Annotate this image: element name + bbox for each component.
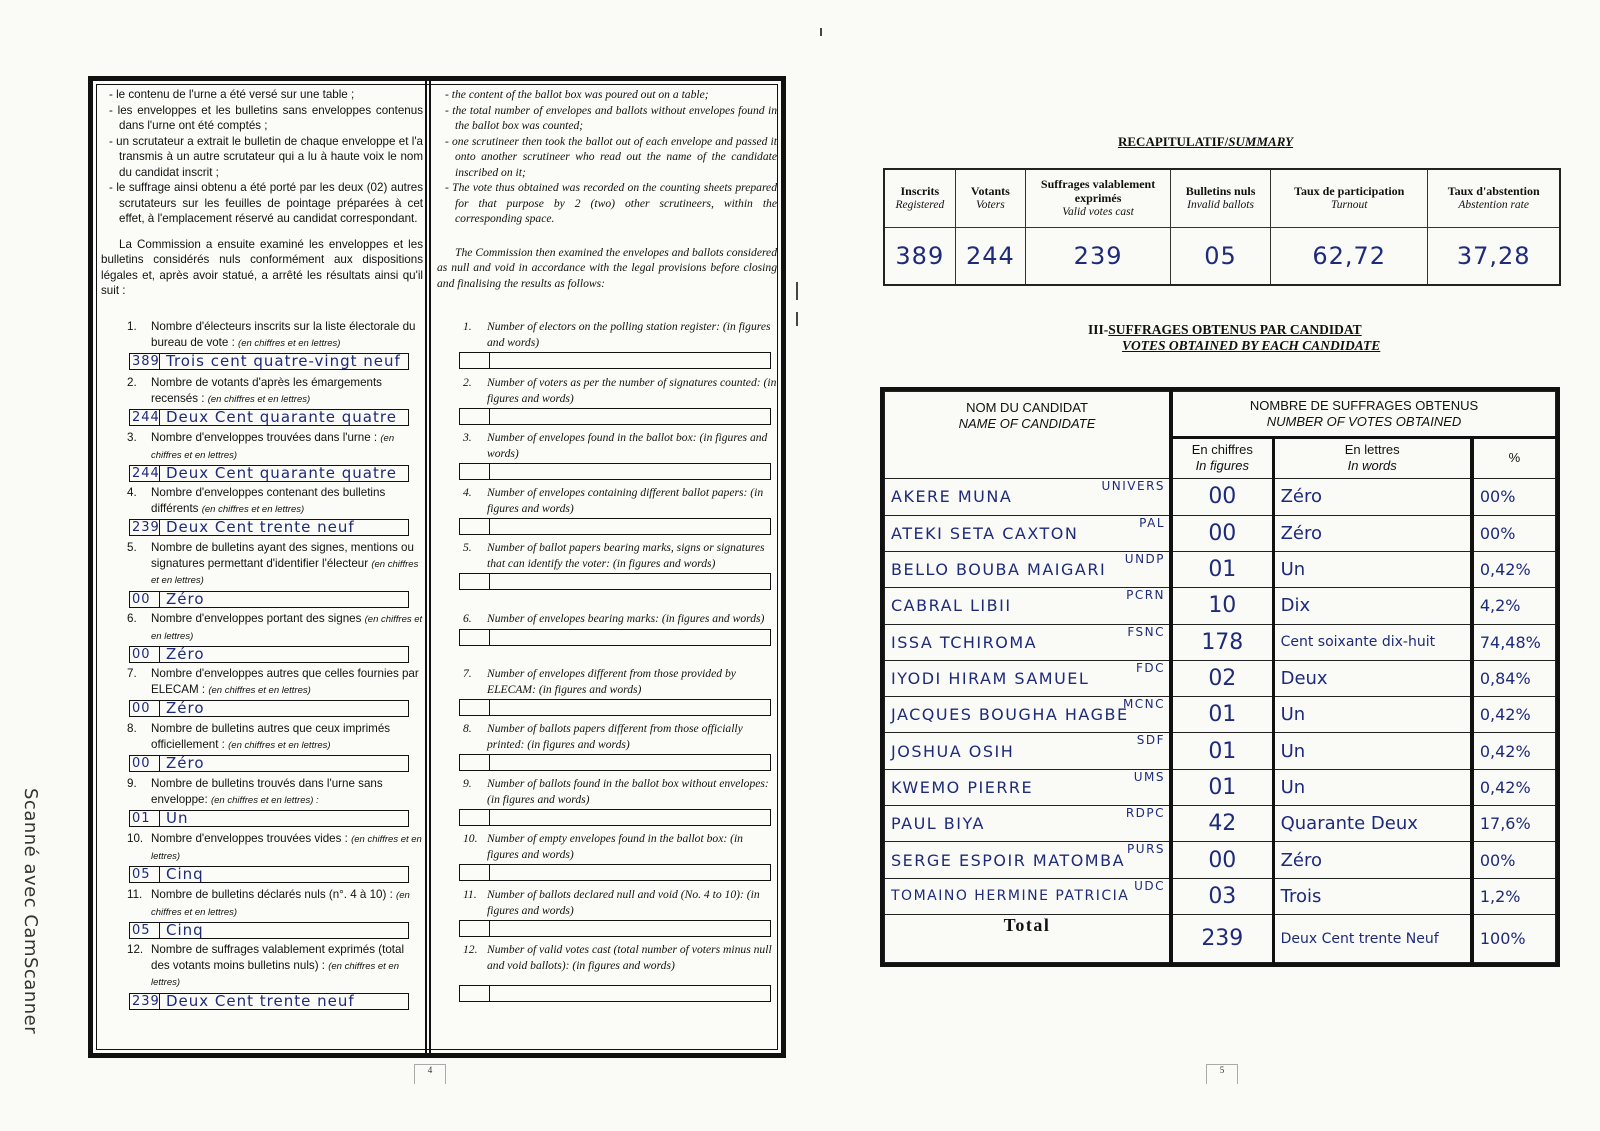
item-number: 6. [463, 612, 472, 625]
answer-figure: 389 [132, 354, 160, 369]
candidate-row [885, 878, 1556, 914]
candidate-name[interactable]: SERGE ESPOIR MATOMBA PURS [885, 842, 1172, 878]
item-question: Number of envelopes found in the ballot box: (in figures and words) [487, 431, 768, 460]
percent-header: % [1472, 437, 1556, 479]
fr-item-10 [101, 831, 423, 883]
answer-words: Cinq [166, 865, 204, 883]
item-hint: (en chiffres et en lettres) [207, 393, 311, 405]
answer-figure: 01 [130, 811, 160, 826]
en-bullet: - The vote thus obtained was recorded on the counting sheets prepared for that purpose by 2 (two) other scrutineers, within the corresponding space. [445, 181, 777, 225]
votes-words[interactable]: Deux [1273, 660, 1472, 696]
answer-words: Cinq [166, 921, 204, 939]
answer-figure: 00 [130, 592, 160, 607]
item-question: Number of envelopes different from those provided by ELECAM: (in figures and words) [487, 667, 736, 696]
en-item-2 [437, 375, 777, 425]
item-number: 5. [127, 541, 137, 554]
item-question: Number of valid votes cast (total number of voters minus null and void ballots): (in figures and words) [487, 943, 772, 972]
item-number: 1. [127, 320, 137, 333]
en-item-4 [437, 485, 777, 535]
answer-figure [460, 755, 490, 770]
answer-figure [460, 921, 490, 936]
votes-figure[interactable]: 42 [1171, 806, 1273, 842]
votes-percent[interactable]: 1,2% [1472, 878, 1556, 914]
summary-registered-value[interactable]: 389 [884, 227, 955, 285]
total-percent[interactable]: 100% [1472, 915, 1556, 963]
left-page-form [88, 76, 786, 1058]
item-number: 6. [127, 612, 137, 625]
en-item-6 [437, 611, 777, 646]
fr-bullet: - le contenu de l'urne a été versé sur une table ; [109, 88, 355, 101]
votes-percent[interactable]: 17,6% [1472, 806, 1556, 842]
summary-abstention-value[interactable]: 37,28 [1428, 227, 1560, 285]
candidate-row [885, 697, 1556, 733]
votes-words[interactable]: Cent soixante dix-huit [1273, 624, 1472, 660]
item-question: Number of envelopes containing different ballot papers: (in figures and words) [487, 486, 764, 515]
candidate-name[interactable]: BELLO BOUBA MAIGARI UNDP [885, 551, 1172, 587]
summary-header: Taux d'abstention Abstention rate [1428, 169, 1560, 227]
fr-item-3 [101, 430, 423, 482]
party-label: UNDP [1124, 551, 1166, 566]
item-hint: (en chiffres et en lettres) [151, 960, 399, 988]
item-hint: (en chiffres et en lettres) [151, 558, 419, 586]
answer-figure: 239 [132, 993, 160, 1009]
answer-words: Deux Cent trente neuf [166, 991, 355, 1010]
candidate-name[interactable]: TOMAINO HERMINE PATRICIA UDC [885, 878, 1172, 914]
answer-words: Deux Cent quarante quatre [166, 464, 397, 482]
item-number: 9. [127, 777, 137, 790]
candidate-name[interactable]: KWEMO PIERRE UMS [885, 769, 1172, 805]
camscanner-watermark: Scanné avec CamScanner [20, 788, 41, 1035]
candidate-name[interactable]: JACQUES BOUGHA HAGBE MCNC [885, 697, 1172, 733]
en-item-12 [437, 942, 777, 1002]
answer-field[interactable] [129, 465, 409, 482]
votes-percent[interactable]: 00% [1472, 842, 1556, 878]
votes-figure[interactable]: 00 [1171, 515, 1273, 551]
votes-percent[interactable]: 0,42% [1472, 697, 1556, 733]
votes-words[interactable]: Un [1273, 551, 1472, 587]
answer-field[interactable] [459, 699, 771, 716]
answer-words: Zéro [166, 645, 205, 663]
party-label: UNIVERS [1101, 479, 1166, 494]
item-question: Number of electors on the polling station register: (in figures and words) [487, 320, 771, 349]
party-label: FSNC [1127, 624, 1166, 639]
votes-figure[interactable]: 03 [1171, 878, 1273, 914]
summary-header: Taux de participation Turnout [1271, 169, 1428, 227]
votes-words[interactable]: Zéro [1273, 479, 1472, 515]
scan-mark [796, 312, 798, 326]
item-number: 5. [463, 541, 472, 554]
en-item-3 [437, 430, 777, 480]
item-question: Number of ballots declared null and void (No. 4 to 10): (in figures and words) [487, 888, 760, 917]
item-number: 11. [463, 888, 477, 901]
words-header: En lettres In words [1273, 437, 1472, 479]
fr-item-12 [101, 942, 423, 1010]
candidate-row [885, 769, 1556, 805]
answer-words: Un [166, 809, 189, 827]
fr-paragraph: La Commission a ensuite examiné les enveloppes et les bulletins considérés nuls conformément aux dispositions légales et, après avoir statué, a arrêté les résultats ainsi qu'il suit : [101, 237, 423, 297]
party-label: RDPC [1125, 806, 1166, 821]
en-paragraph: The Commission then examined the envelopes and ballots considered as null and void in accordance with the legal provisions before closing and finalising the results as follows: [437, 245, 777, 290]
item-question: Nombre d'enveloppes contenant des bulletins différents [151, 486, 386, 515]
summary-header: Votants Voters [955, 169, 1025, 227]
summary-title [1118, 134, 1293, 150]
answer-field[interactable] [129, 519, 409, 536]
item-number: 10. [127, 832, 144, 845]
summary-table [883, 168, 1561, 286]
item-hint: (en chiffres et en lettres) [151, 433, 395, 461]
summary-voters-value[interactable]: 244 [955, 227, 1025, 285]
fr-bullet: - le suffrage ainsi obtenu a été porté par les deux (02) autres scrutateurs sur les feuilles de pointage préparées à cet effet, à l'emplacement réservé au candidat correspondant. [109, 181, 423, 225]
item-question: Nombre d'enveloppes portant des signes [151, 612, 362, 625]
votes-words[interactable]: Un [1273, 769, 1472, 805]
fr-item-4 [101, 485, 423, 536]
answer-field[interactable] [129, 646, 409, 663]
answer-field[interactable] [459, 629, 771, 646]
answer-figure: 239 [132, 520, 160, 535]
answer-field[interactable] [459, 408, 771, 425]
answer-figure: 244 [132, 410, 160, 425]
item-question: Number of ballot papers bearing marks, signs or signatures that can identify the voter: (in figures and words) [487, 541, 765, 570]
votes-words[interactable]: Un [1273, 733, 1472, 769]
answer-figure: 00 [130, 647, 160, 662]
answer-figure [460, 865, 490, 880]
en-item-5 [437, 540, 777, 590]
answer-field[interactable] [459, 864, 771, 881]
item-question: Number of empty envelopes found in the ballot box: (in figures and words) [487, 832, 743, 861]
en-item-1 [437, 319, 777, 369]
answer-figure [460, 409, 490, 424]
item-hint: (en chiffres et en lettres) [208, 684, 311, 696]
candidate-name[interactable]: IYODI HIRAM SAMUEL FDC [885, 660, 1172, 696]
item-number: 9. [463, 777, 472, 790]
answer-field[interactable] [459, 809, 771, 826]
total-figure[interactable]: 239 [1171, 915, 1273, 963]
votes-figure[interactable]: 02 [1171, 660, 1273, 696]
votes-percent[interactable]: 00% [1472, 479, 1556, 515]
item-number: 11. [127, 888, 143, 901]
answer-field[interactable] [459, 463, 771, 480]
candidate-row [885, 624, 1556, 660]
candidate-row [885, 515, 1556, 551]
answer-field[interactable] [129, 700, 409, 717]
answer-field[interactable] [129, 755, 409, 772]
votes-figure[interactable]: 10 [1171, 588, 1273, 624]
item-number: 4. [127, 486, 137, 499]
answer-figure [460, 574, 490, 589]
answer-field[interactable] [459, 920, 771, 937]
votes-percent[interactable]: 00% [1472, 515, 1556, 551]
fr-item-6 [101, 611, 423, 663]
answer-figure: 244 [132, 466, 160, 481]
item-hint: (en chiffres et en lettres) : [210, 794, 319, 806]
votes-section-title [1088, 322, 1380, 354]
candidate-name[interactable]: CABRAL LIBII PCRN [885, 588, 1172, 624]
party-label: UMS [1133, 769, 1166, 784]
candidate-name[interactable]: PAUL BIYA RDPC [885, 806, 1172, 842]
summary-header: Inscrits Registered [884, 169, 955, 227]
answer-words: Deux Cent quarante quatre [166, 408, 397, 426]
votes-table [884, 391, 1556, 963]
total-row [885, 915, 1556, 963]
fr-item-2 [101, 375, 423, 426]
item-number: 8. [127, 722, 137, 735]
votes-percent[interactable]: 0,84% [1472, 660, 1556, 696]
votes-figure[interactable]: 01 [1171, 769, 1273, 805]
item-hint: (en chiffres et en lettres) [228, 739, 331, 751]
english-column [437, 87, 777, 1047]
votes-words[interactable]: Dix [1273, 588, 1472, 624]
candidate-name-header: NOM DU CANDIDAT NAME OF CANDIDATE [885, 392, 1172, 479]
votes-figure[interactable]: 01 [1171, 733, 1273, 769]
fr-item-9 [101, 776, 423, 827]
answer-field[interactable] [129, 591, 409, 608]
answer-field[interactable] [129, 866, 409, 883]
item-number: 12. [463, 943, 478, 956]
item-question: Nombre de bulletins autres que ceux imprimés officiellement : [151, 722, 391, 751]
answer-field[interactable] [129, 993, 409, 1010]
item-number: 3. [127, 431, 137, 444]
votes-percent[interactable]: 74,48% [1472, 624, 1556, 660]
answer-words: Trois cent quatre-vingt neuf [166, 352, 401, 370]
party-label: MCNC [1122, 697, 1166, 712]
candidate-row [885, 551, 1556, 587]
fr-bullet: - les enveloppes et les bulletins sans enveloppes contenus dans l'urne ont été comptés ; [109, 103, 423, 132]
french-column [101, 87, 423, 1047]
fr-item-1 [101, 319, 423, 370]
candidate-name[interactable]: JOSHUA OSIH SDF [885, 733, 1172, 769]
section-number: III- [1088, 322, 1109, 337]
fr-bullet: - un scrutateur a extrait le bulletin de chaque enveloppe et l'a transmis à un autre scrutateur qui a lu à haute voix le nom du candidat inscrit ; [109, 134, 423, 179]
votes-figure[interactable]: 01 [1171, 551, 1273, 587]
item-question: Nombre d'enveloppes trouvées vides : [151, 832, 348, 845]
answer-figure: 00 [130, 756, 160, 771]
item-number: 1. [463, 320, 472, 333]
item-number: 10. [463, 832, 478, 845]
summary-header: Bulletins nuls Invalid ballots [1171, 169, 1271, 227]
votes-words[interactable]: Zéro [1273, 842, 1472, 878]
answer-field[interactable] [129, 409, 409, 426]
fr-item-8 [101, 721, 423, 772]
votes-title-fr: SUFFRAGES OBTENUS PAR CANDIDAT [1108, 322, 1362, 337]
votes-group-header: NOMBRE DE SUFFRAGES OBTENUS NUMBER OF VOTES OBTAINED [1171, 392, 1555, 438]
answer-figure [460, 986, 490, 1001]
votes-table-frame [880, 387, 1560, 967]
item-number: 8. [463, 722, 472, 735]
en-bullet: - the total number of envelopes and ballots without envelopes found in the ballot box was counted; [445, 103, 777, 132]
answer-figure: 05 [130, 867, 160, 882]
answer-field[interactable] [459, 573, 771, 590]
party-label: SDF [1136, 733, 1166, 748]
fr-item-11 [101, 887, 423, 939]
votes-figure[interactable]: 00 [1171, 479, 1273, 515]
votes-words[interactable]: Quarante Deux [1273, 806, 1472, 842]
party-label: UDC [1134, 878, 1166, 893]
item-number: 3. [463, 431, 472, 444]
item-question: Nombre de bulletins trouvés dans l'urne sans enveloppe: [151, 777, 383, 806]
item-question: Number of envelopes bearing marks: (in figures and words) [487, 612, 765, 625]
answer-words: Deux Cent trente neuf [166, 518, 355, 536]
candidate-name[interactable]: ATEKI SETA CAXTON PAL [885, 515, 1172, 551]
votes-title-en: VOTES OBTAINED BY EACH CANDIDATE [1122, 338, 1381, 353]
scan-mark [820, 28, 822, 36]
item-question: Nombre d'électeurs inscrits sur la liste électorale du bureau de vote : [151, 320, 416, 349]
summary-title-fr: RECAPITULATIF/ [1118, 134, 1229, 149]
votes-words[interactable]: Un [1273, 697, 1472, 733]
answer-figure [460, 630, 490, 645]
en-item-10 [437, 831, 777, 881]
candidate-row [885, 733, 1556, 769]
votes-figure[interactable]: 01 [1171, 697, 1273, 733]
item-question: Nombre de bulletins déclarés nuls (n°. 4 à 10) : [151, 888, 393, 901]
item-hint: (en chiffres et en lettres) [151, 834, 422, 862]
answer-figure [460, 700, 490, 715]
votes-percent[interactable]: 0,42% [1472, 769, 1556, 805]
en-bullet: - the content of the ballot box was poured out on a table; [445, 88, 709, 101]
item-question: Number of ballots found in the ballot box without envelopes: (in figures and words) [487, 777, 769, 806]
answer-words: Zéro [166, 699, 205, 717]
item-number: 4. [463, 486, 472, 499]
candidate-row [885, 588, 1556, 624]
answer-figure [460, 519, 490, 534]
item-question: Nombre de suffrages valablement exprimés (total des votants moins bulletins nuls) : [151, 943, 405, 972]
column-divider [425, 81, 431, 1053]
party-label: FDC [1136, 660, 1166, 675]
item-hint: (en chiffres et en lettres) [151, 614, 423, 642]
item-hint: (en chiffres et en lettres) [238, 337, 341, 349]
en-item-11 [437, 887, 777, 937]
item-question: Nombre d'enveloppes autres que celles fournies par ELECAM : [151, 667, 419, 696]
party-label: PURS [1127, 842, 1166, 857]
en-item-8 [437, 721, 777, 771]
votes-figure[interactable]: 178 [1171, 624, 1273, 660]
votes-percent[interactable]: 0,42% [1472, 733, 1556, 769]
item-number: 2. [127, 376, 137, 389]
candidate-name[interactable]: ISSA TCHIROMA FSNC [885, 624, 1172, 660]
answer-words: Zéro [166, 754, 205, 772]
item-hint: (en chiffres et en lettres) [201, 503, 305, 515]
en-item-9 [437, 776, 777, 826]
answer-figure: 00 [130, 701, 160, 716]
party-label: PAL [1139, 515, 1166, 530]
summary-title-en: SUMMARY [1228, 134, 1294, 149]
votes-figure[interactable]: 00 [1171, 842, 1273, 878]
en-item-7 [437, 666, 777, 716]
fr-item-5 [101, 540, 423, 608]
scan-mark [796, 282, 798, 300]
votes-words[interactable]: Trois [1273, 878, 1472, 914]
party-label: PCRN [1126, 588, 1166, 603]
summary-valid-votes-value[interactable]: 239 [1026, 227, 1171, 285]
answer-field[interactable] [459, 518, 771, 535]
page-number-right: 5 [1206, 1064, 1238, 1084]
total-words[interactable]: Deux Cent trente Neuf [1273, 915, 1472, 963]
answer-field[interactable] [459, 985, 771, 1002]
candidate-row [885, 479, 1556, 515]
en-bullet: - one scrutineer then took the ballot out of each envelope and passed it onto another scrutineer who read out the name of the candidate inscribed on it; [445, 134, 777, 179]
item-number: 12. [127, 943, 144, 956]
answer-figure: 05 [130, 923, 160, 938]
votes-words[interactable]: Zéro [1273, 515, 1472, 551]
item-question: Nombre de bulletins ayant des signes, mentions ou signatures permettant d'identifier l'électeur [151, 541, 414, 570]
candidate-row [885, 842, 1556, 878]
item-number: 7. [127, 667, 137, 680]
item-question: Nombre de votants d'après les émargements recensés : [151, 376, 382, 405]
answer-field[interactable] [459, 754, 771, 771]
answer-figure [460, 353, 490, 368]
answer-figure [460, 810, 490, 825]
answer-field[interactable] [129, 922, 409, 939]
figures-header: En chiffres In figures [1171, 437, 1273, 479]
candidate-name[interactable]: AKERE MUNA UNIVERS [885, 479, 1172, 515]
item-question: Number of ballots papers different from those officially printed: (in figures and words) [487, 722, 743, 751]
item-question: Number of voters as per the number of signatures counted: (in figures and words) [487, 376, 777, 405]
total-label: Total [885, 915, 1172, 963]
candidate-row [885, 806, 1556, 842]
answer-field[interactable] [129, 353, 409, 370]
answer-words: Zéro [166, 589, 205, 608]
answer-field[interactable] [129, 810, 409, 827]
candidate-row [885, 660, 1556, 696]
summary-invalid-value[interactable]: 05 [1171, 227, 1271, 285]
page-number-left: 4 [414, 1064, 446, 1084]
answer-figure [460, 464, 490, 479]
item-hint: (en chiffres et en lettres) [151, 890, 410, 918]
summary-turnout-value[interactable]: 62,72 [1271, 227, 1428, 285]
item-number: 7. [463, 667, 472, 680]
answer-field[interactable] [459, 352, 771, 369]
item-question: Nombre d'enveloppes trouvées dans l'urne : [151, 431, 378, 444]
item-number: 2. [463, 376, 472, 389]
fr-item-7 [101, 666, 423, 717]
votes-percent[interactable]: 0,42% [1472, 551, 1556, 587]
votes-percent[interactable]: 4,2% [1472, 588, 1556, 624]
summary-header: Suffrages valablement exprimés Valid votes cast [1026, 169, 1171, 227]
